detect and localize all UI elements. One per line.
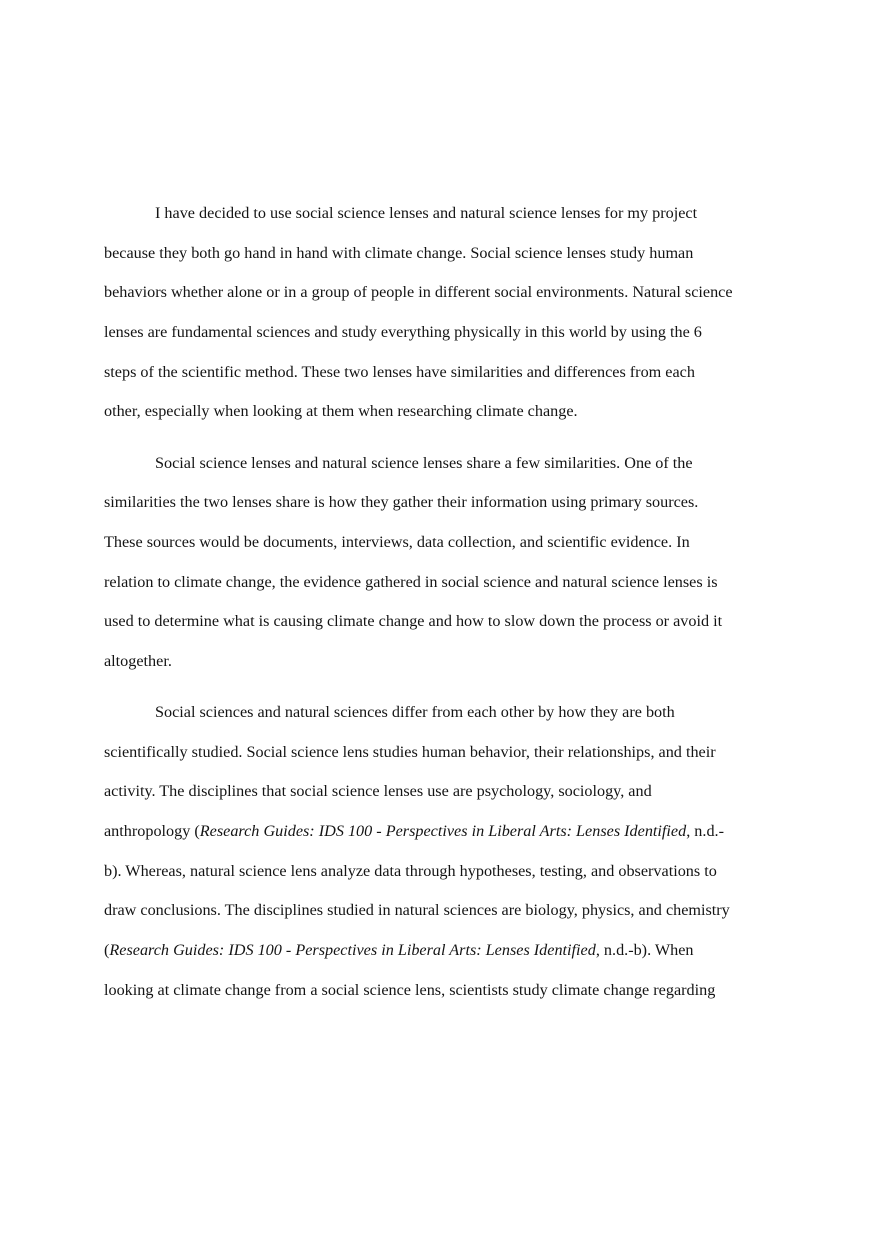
paragraph-line-citation <box>104 814 776 854</box>
paragraph-spacer <box>104 684 776 695</box>
paragraph-line: activity. The disciplines that social science lenses use are psychology, sociology, and <box>104 782 652 801</box>
line-text: , n.d.- <box>686 822 724 841</box>
paragraph-line: relation to climate change, the evidence gathered in social science and natural science lenses is <box>104 572 718 591</box>
paragraph-line: b). Whereas, natural science lens analyze data through hypotheses, testing, and observations to <box>104 861 717 880</box>
citation-title: Research Guides: IDS 100 - Perspectives in Liberal Arts: Lenses Identified <box>199 822 687 841</box>
paragraph-line: used to determine what is causing climate change and how to slow down the process or avoid it <box>104 612 723 631</box>
paragraph-line: Social sciences and natural sciences differ from each other by how they are both <box>155 703 675 722</box>
paragraph-2 <box>104 446 776 684</box>
paragraph-line: because they both go hand in hand with climate change. Social science lenses study human <box>104 243 694 262</box>
paragraph-3 <box>104 695 776 1013</box>
paragraph-line: looking at climate change from a social science lens, scientists study climate change regarding <box>104 980 716 999</box>
paragraph-line: behaviors whether alone or in a group of people in different social environments. Natural science <box>104 283 733 302</box>
paragraph-line: I have decided to use social science lenses and natural science lenses for my project <box>155 204 698 222</box>
line-text: , n.d.-b). When <box>595 941 694 960</box>
paragraph-line: similarities the two lenses share is how they gather their information using primary sources. <box>104 493 699 512</box>
paragraph-line: altogether. <box>104 651 172 670</box>
paragraph-line: lenses are fundamental sciences and study everything physically in this world by using the 6 <box>104 323 702 342</box>
paragraph-line: other, especially when looking at them when researching climate change. <box>104 402 578 421</box>
line-text: ( <box>104 941 110 960</box>
paragraph-line: draw conclusions. The disciplines studied in natural sciences are biology, physics, and chemistry <box>104 901 730 920</box>
document-body <box>104 196 776 1013</box>
paragraph-line: steps of the scientific method. These two lenses have similarities and differences from each <box>104 362 695 381</box>
line-text: anthropology ( <box>104 822 200 841</box>
paragraph-line: scientifically studied. Social science lens studies human behavior, their relationships, and their <box>104 742 716 761</box>
paragraph-line: Social science lenses and natural science lenses share a few similarities. One of the <box>155 453 693 472</box>
paragraph-1 <box>104 196 776 434</box>
paragraph-line-citation <box>104 933 776 973</box>
citation-title: Research Guides: IDS 100 - Perspectives in Liberal Arts: Lenses Identified <box>109 941 596 960</box>
paragraph-spacer <box>104 434 776 445</box>
paragraph-line: These sources would be documents, interviews, data collection, and scientific evidence. In <box>104 532 690 551</box>
